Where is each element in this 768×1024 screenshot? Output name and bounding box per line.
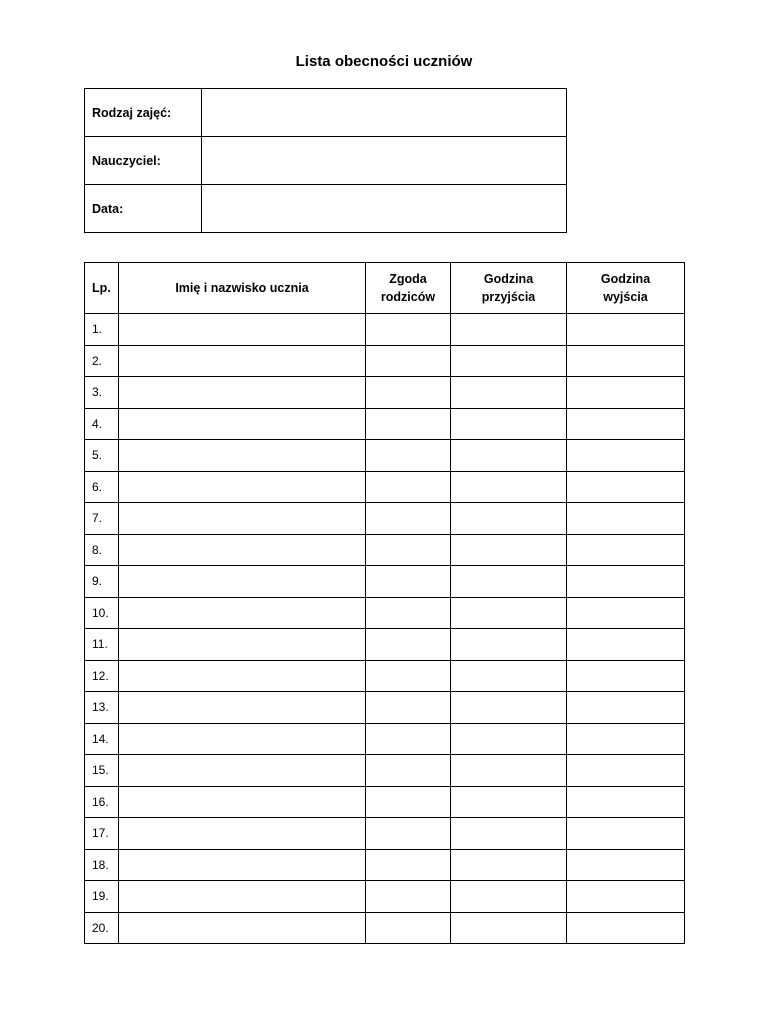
table-row [85, 408, 685, 440]
departure-time-cell[interactable] [567, 566, 685, 598]
table-row [85, 849, 685, 881]
row-number: 11. [85, 629, 119, 661]
departure-time-cell[interactable] [567, 818, 685, 850]
student-name-cell[interactable] [119, 912, 366, 944]
student-name-cell[interactable] [119, 849, 366, 881]
table-row [85, 471, 685, 503]
arrival-time-cell[interactable] [451, 345, 567, 377]
info-table [84, 88, 567, 233]
student-name-cell[interactable] [119, 818, 366, 850]
parent-consent-cell[interactable] [366, 723, 451, 755]
student-name-cell[interactable] [119, 723, 366, 755]
student-name-cell[interactable] [119, 377, 366, 409]
row-number: 3. [85, 377, 119, 409]
parent-consent-cell[interactable] [366, 534, 451, 566]
arrival-time-cell[interactable] [451, 912, 567, 944]
departure-time-cell[interactable] [567, 755, 685, 787]
table-row [85, 692, 685, 724]
student-name-cell[interactable] [119, 408, 366, 440]
info-label-class-type: Rodzaj zajęć: [85, 89, 202, 137]
info-row-date [85, 185, 567, 233]
departure-time-cell[interactable] [567, 377, 685, 409]
parent-consent-cell[interactable] [366, 881, 451, 913]
parent-consent-cell[interactable] [366, 377, 451, 409]
table-row [85, 314, 685, 346]
row-number: 14. [85, 723, 119, 755]
row-number: 6. [85, 471, 119, 503]
table-row [85, 629, 685, 661]
parent-consent-cell[interactable] [366, 849, 451, 881]
parent-consent-cell[interactable] [366, 408, 451, 440]
row-number: 7. [85, 503, 119, 535]
arrival-time-cell[interactable] [451, 597, 567, 629]
arrival-time-cell[interactable] [451, 881, 567, 913]
attendance-header-row [85, 263, 685, 314]
student-name-cell[interactable] [119, 597, 366, 629]
departure-time-cell[interactable] [567, 912, 685, 944]
departure-time-cell[interactable] [567, 597, 685, 629]
arrival-time-cell[interactable] [451, 849, 567, 881]
table-row [85, 881, 685, 913]
departure-time-cell[interactable] [567, 314, 685, 346]
arrival-time-cell[interactable] [451, 534, 567, 566]
student-name-cell[interactable] [119, 755, 366, 787]
row-number: 15. [85, 755, 119, 787]
row-number: 19. [85, 881, 119, 913]
row-number: 9. [85, 566, 119, 598]
student-name-cell[interactable] [119, 471, 366, 503]
table-row [85, 566, 685, 598]
student-name-cell[interactable] [119, 440, 366, 472]
row-number: 12. [85, 660, 119, 692]
student-name-cell[interactable] [119, 314, 366, 346]
departure-time-cell[interactable] [567, 408, 685, 440]
header-arrival-time: Godzina przyjścia [451, 263, 567, 314]
student-name-cell[interactable] [119, 629, 366, 661]
parent-consent-cell[interactable] [366, 597, 451, 629]
table-row [85, 660, 685, 692]
parent-consent-cell[interactable] [366, 818, 451, 850]
arrival-time-cell[interactable] [451, 440, 567, 472]
info-label-date: Data: [85, 185, 202, 233]
parent-consent-cell[interactable] [366, 440, 451, 472]
arrival-time-cell[interactable] [451, 377, 567, 409]
arrival-time-cell[interactable] [451, 660, 567, 692]
document-title: Lista obecności uczniów [295, 53, 473, 70]
arrival-time-cell[interactable] [451, 566, 567, 598]
student-name-cell[interactable] [119, 692, 366, 724]
attendance-table [84, 262, 685, 944]
departure-time-cell[interactable] [567, 345, 685, 377]
row-number: 18. [85, 849, 119, 881]
row-number: 4. [85, 408, 119, 440]
row-number: 17. [85, 818, 119, 850]
attendance-body [85, 314, 685, 944]
arrival-time-cell[interactable] [451, 818, 567, 850]
table-row [85, 786, 685, 818]
departure-time-cell[interactable] [567, 629, 685, 661]
arrival-time-cell[interactable] [451, 471, 567, 503]
parent-consent-cell[interactable] [366, 755, 451, 787]
info-value-teacher[interactable] [202, 137, 567, 185]
student-name-cell[interactable] [119, 534, 366, 566]
row-number: 16. [85, 786, 119, 818]
parent-consent-cell[interactable] [366, 503, 451, 535]
table-row [85, 440, 685, 472]
arrival-time-cell[interactable] [451, 629, 567, 661]
row-number: 13. [85, 692, 119, 724]
header-departure-time: Godzina wyjścia [567, 263, 685, 314]
student-name-cell[interactable] [119, 786, 366, 818]
parent-consent-cell[interactable] [366, 471, 451, 503]
info-row-teacher [85, 137, 567, 185]
info-value-date[interactable] [202, 185, 567, 233]
departure-time-cell[interactable] [567, 660, 685, 692]
table-row [85, 345, 685, 377]
header-lp: Lp. [85, 263, 119, 314]
departure-time-cell[interactable] [567, 503, 685, 535]
student-name-cell[interactable] [119, 503, 366, 535]
departure-time-cell[interactable] [567, 534, 685, 566]
departure-time-cell[interactable] [567, 849, 685, 881]
table-row [85, 723, 685, 755]
arrival-time-cell[interactable] [451, 692, 567, 724]
table-row [85, 597, 685, 629]
student-name-cell[interactable] [119, 660, 366, 692]
table-row [85, 503, 685, 535]
student-name-cell[interactable] [119, 881, 366, 913]
row-number: 1. [85, 314, 119, 346]
departure-time-cell[interactable] [567, 692, 685, 724]
arrival-time-cell[interactable] [451, 723, 567, 755]
header-student-name: Imię i nazwisko ucznia [119, 263, 366, 314]
parent-consent-cell[interactable] [366, 629, 451, 661]
header-parent-consent: Zgoda rodziców [366, 263, 451, 314]
parent-consent-cell[interactable] [366, 786, 451, 818]
departure-time-cell[interactable] [567, 723, 685, 755]
info-value-class-type[interactable] [202, 89, 567, 137]
info-row-class-type [85, 89, 567, 137]
row-number: 10. [85, 597, 119, 629]
departure-time-cell[interactable] [567, 881, 685, 913]
arrival-time-cell[interactable] [451, 503, 567, 535]
table-row [85, 755, 685, 787]
row-number: 8. [85, 534, 119, 566]
departure-time-cell[interactable] [567, 471, 685, 503]
parent-consent-cell[interactable] [366, 660, 451, 692]
parent-consent-cell[interactable] [366, 692, 451, 724]
departure-time-cell[interactable] [567, 786, 685, 818]
row-number: 2. [85, 345, 119, 377]
departure-time-cell[interactable] [567, 440, 685, 472]
arrival-time-cell[interactable] [451, 786, 567, 818]
table-row [85, 818, 685, 850]
parent-consent-cell[interactable] [366, 912, 451, 944]
parent-consent-cell[interactable] [366, 314, 451, 346]
arrival-time-cell[interactable] [451, 408, 567, 440]
parent-consent-cell[interactable] [366, 345, 451, 377]
arrival-time-cell[interactable] [451, 755, 567, 787]
row-number: 5. [85, 440, 119, 472]
parent-consent-cell[interactable] [366, 566, 451, 598]
student-name-cell[interactable] [119, 345, 366, 377]
table-row [85, 912, 685, 944]
student-name-cell[interactable] [119, 566, 366, 598]
arrival-time-cell[interactable] [451, 314, 567, 346]
row-number: 20. [85, 912, 119, 944]
table-row [85, 534, 685, 566]
info-label-teacher: Nauczyciel: [85, 137, 202, 185]
table-row [85, 377, 685, 409]
